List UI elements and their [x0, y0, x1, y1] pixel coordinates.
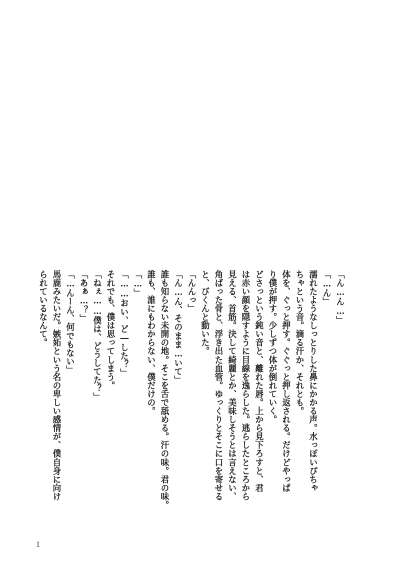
text-line: 「…んーん、何でもない」: [65, 270, 76, 375]
page-number: 1: [36, 540, 40, 549]
text-line: 「んんっ」: [187, 270, 197, 313]
text-line: 誰も知らない未開の地。そこを舌で舐める。汗の味。君の味。: [160, 270, 170, 510]
text-line: 馬鹿みたいだ。嫉妬という名の卑しい感情が、僕自身に向け: [52, 270, 62, 501]
text-line: 「あぁ…？」: [79, 270, 89, 323]
text-line: 「ん…ん、そのまま…いて」: [173, 270, 184, 385]
blank-line: [347, 270, 361, 475]
vertical-text-block: [36, 270, 360, 510]
text-line: 「……おい、ど―した？」: [119, 270, 130, 378]
text-line: 濡れたようなしっとりした鼻にかかる声。水っぽいぴちゃ: [308, 270, 319, 493]
text-line: 体を、ぐっと押す。ぐぐっと押し返される。だけどやっぱ: [281, 270, 292, 493]
text-line: 「…ん」: [322, 270, 332, 306]
text-line: 「…」: [133, 270, 143, 298]
text-line: ちゃという音。滴る汗か、それとも。: [295, 270, 305, 416]
text-line: は赤い顔を隠すように目線を逸らした。逃らしたところから: [241, 270, 251, 501]
text-line: 誰も、誰にもわからない、僕だけの。: [146, 270, 157, 416]
text-line: り僕が押す。少しずつ体が倒れていく。: [268, 270, 278, 424]
text-line: 「ん…ん…」: [335, 270, 346, 325]
text-line: どさっという鈍い音と、離れた唇。上から見下ろすと、君: [254, 270, 265, 493]
text-line: られているなんて。: [38, 270, 49, 347]
text-line: と、びくんと動いた。: [200, 270, 211, 356]
text-line: 「ねぇ……僕は、どうしてた？」: [92, 270, 103, 402]
text-line: 角ばった骨と、浮き出た血管。ゆっくりとそこに口を寄せる: [214, 270, 224, 501]
text-line: 見える、首筋。決して綺麗とか、美味しそうとは言えない、: [227, 270, 238, 501]
text-line: それでも、僕は思ってしまう。: [106, 270, 116, 390]
